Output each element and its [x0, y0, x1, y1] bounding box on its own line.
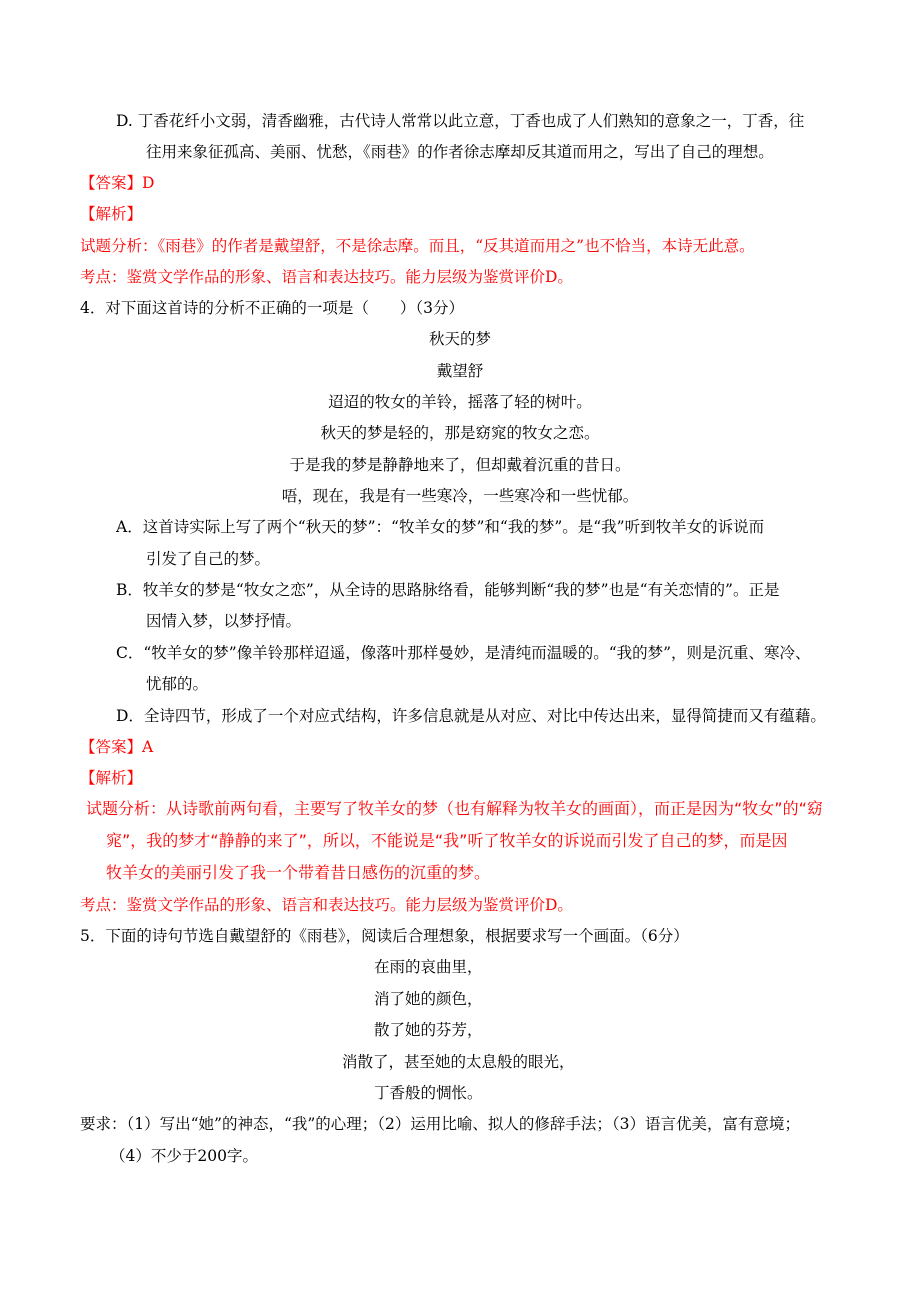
poem-line: 秋天的梦是轻的，那是窈窕的牧女之恋。 — [320, 424, 600, 442]
q4-analysis-label: 【解析】 — [80, 769, 143, 787]
option-line: 引发了自己的梦。 — [146, 550, 271, 568]
q4-kaodian: 考点：鉴赏文学作品的形象、语言和表达技巧。能力层级为鉴赏评价D。 — [80, 896, 573, 914]
q4-question: 4．对下面这首诗的分析不正确的一项是（ ）（3分） — [80, 299, 464, 317]
q5-requirements-line: （4）不少于200字。 — [110, 1147, 258, 1165]
poem-line: 在雨的哀曲里， — [374, 958, 483, 976]
q4-analysis-line: 窕”，我的梦才“静静的来了”，所以，不能说是“我”听了牧羊女的诉说而引发了自己的梦，而是因 — [106, 831, 788, 850]
q3-kaodian: 考点：鉴赏文学作品的形象、语言和表达技巧。能力层级为鉴赏评价D。 — [80, 268, 573, 286]
option-line: D．全诗四节，形成了一个对应式结构，许多信息就是从对应、对比中传达出来，显得简捷而又有蕴藉。 — [116, 707, 826, 725]
poem-author: 戴望舒 — [436, 362, 484, 380]
option-d-line1: D. 丁香花纤小文弱，清香幽雅，古代诗人常常以此立意，丁香也成了人们熟知的意象之一，丁香，往 — [116, 112, 805, 130]
poem-line: 迢迢的牧女的羊铃，摇落了轻的树叶。 — [328, 393, 592, 411]
poem-title: 秋天的梦 — [428, 330, 491, 348]
q4-analysis-line: 牧羊女的美丽引发了我一个带着昔日感伤的沉重的梦。 — [106, 863, 491, 882]
q4-analysis-line: 试题分析：从诗歌前两句看，主要写了牧羊女的梦（也有解释为牧羊女的画面），而正是因为“牧女”的“窈 — [86, 799, 823, 818]
q3-answer: 【答案】D — [80, 174, 155, 192]
option-d-line2: 往用来象征孤高、美丽、忧愁，《雨巷》的作者徐志摩却反其道而用之，写出了自己的理想。 — [146, 143, 774, 161]
q3-analysis: 试题分析：《雨巷》的作者是戴望舒，不是徐志摩。而且，“反其道而用之”也不恰当，本诗无此意。 — [80, 237, 755, 255]
q4-answer: 【答案】A — [80, 738, 154, 756]
option-line: 因情入梦，以梦抒情。 — [146, 612, 302, 630]
q5-question: 5．下面的诗句节选自戴望舒的《雨巷》，阅读后合理想象，根据要求写一个画面。（6分） — [80, 927, 689, 945]
option-line: C．“牧羊女的梦”像羊铃那样迢遥，像落叶那样曼妙，是清纯而温暖的。“我的梦”，则是沉重、寒冷、 — [116, 644, 811, 662]
poem-line: 丁香般的惆怅。 — [374, 1084, 483, 1102]
poem-line: 于是我的梦是静静地来了，但却戴着沉重的昔日。 — [289, 456, 631, 474]
option-line: 忧郁的。 — [146, 675, 209, 693]
poem-line: 消散了，甚至她的太息般的眼光， — [342, 1053, 575, 1071]
poem-line: 唔，现在，我是有一些寒冷，一些寒冷和一些忧郁。 — [281, 487, 639, 505]
poem-line: 消了她的颜色， — [374, 990, 483, 1008]
poem-line: 散了她的芬芳， — [374, 1021, 483, 1039]
option-line: B．牧羊女的梦是“牧女之恋”，从全诗的思路脉络看，能够判断“我的梦”也是“有关恋情的”。正是 — [116, 581, 780, 599]
option-line: A．这首诗实际上写了两个“秋天的梦”：“牧羊女的梦”和“我的梦”。是“我”听到牧羊女的诉说而 — [116, 518, 765, 536]
q3-analysis-label: 【解析】 — [80, 205, 143, 223]
q5-requirements-line: 要求：（1）写出“她”的神态，“我”的心理；（2）运用比喻、拟人的修辞手法；（3）语言优美，富有意境； — [80, 1115, 801, 1133]
